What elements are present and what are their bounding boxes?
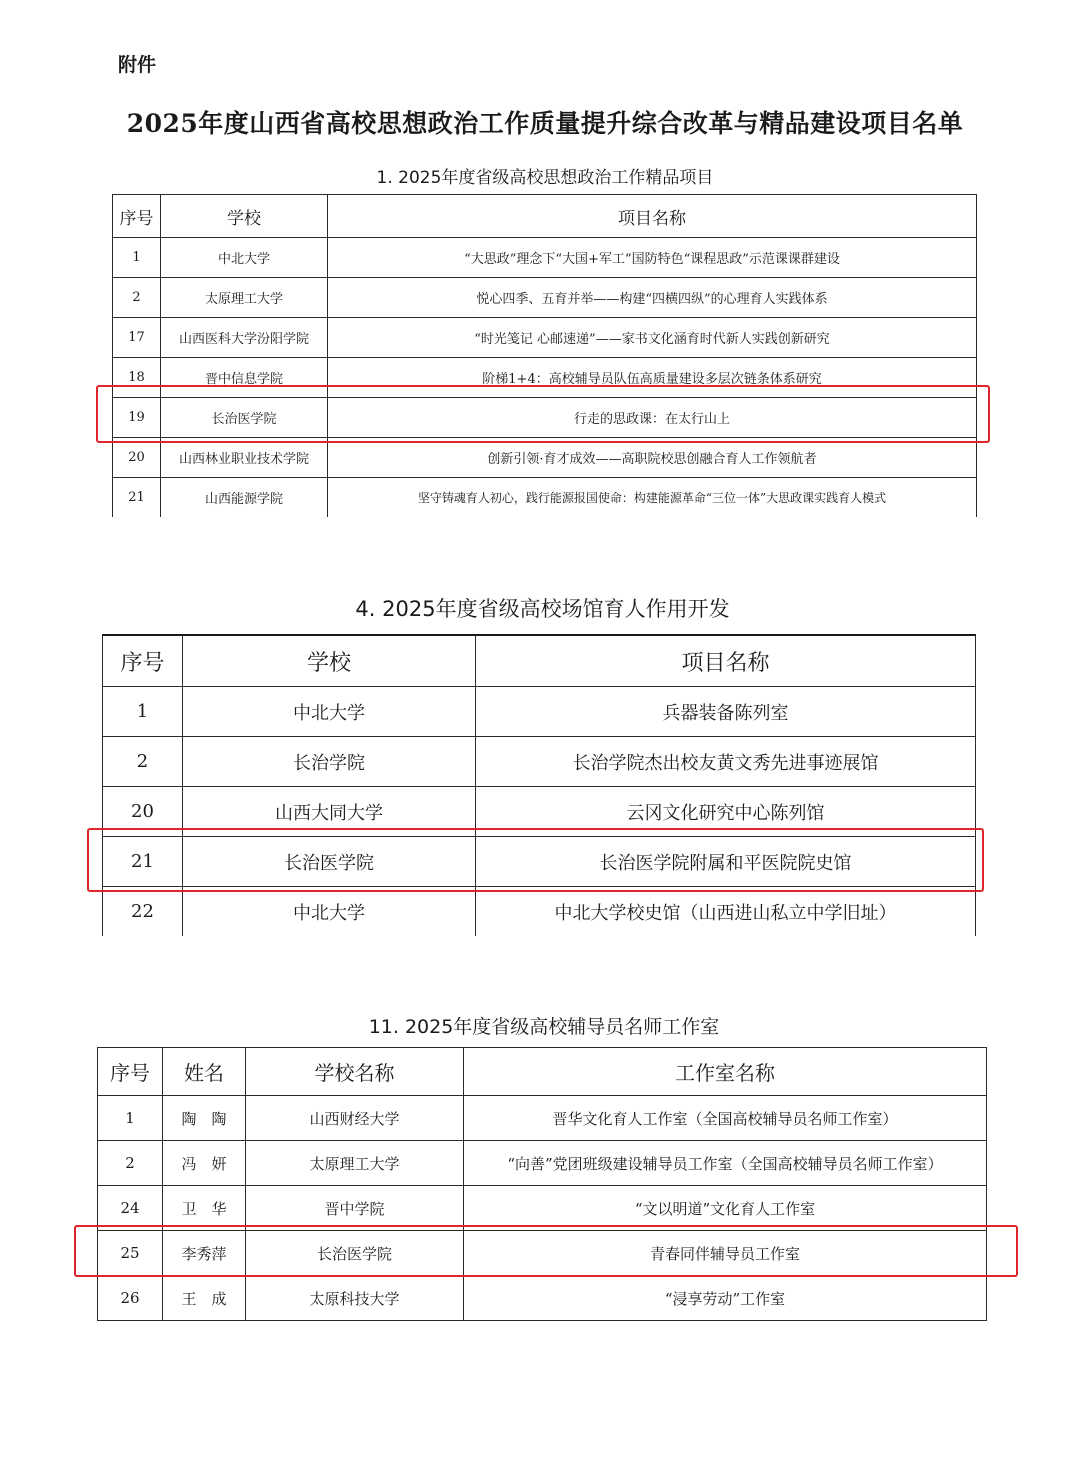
table-cell: 晋华文化育人工作室（全国高校辅导员名师工作室） (464, 1096, 987, 1141)
table-cell: 青春同伴辅导员工作室 (464, 1231, 987, 1276)
table-cell: “浸享劳动”工作室 (464, 1276, 987, 1321)
table-row (113, 318, 977, 358)
table-cell: 25 (98, 1231, 163, 1276)
table-cell: “文以明道”文化育人工作室 (464, 1186, 987, 1231)
section3-table (97, 1047, 987, 1321)
table-cell: 山西大同大学 (183, 787, 476, 837)
table-cell: 22 (103, 887, 183, 937)
table-cell: 长治医学院 (246, 1231, 464, 1276)
table-row (103, 737, 976, 787)
table-row (113, 478, 977, 518)
table-row (98, 1186, 987, 1231)
table-cell: 中北大学 (183, 687, 476, 737)
table-row (103, 687, 976, 737)
document-title: 2025年度山西省高校思想政治工作质量提升综合改革与精品建设项目名单 (126, 109, 964, 138)
table-cell: 冯 妍 (163, 1141, 246, 1186)
table-row-highlighted (103, 837, 976, 887)
table-cell: 行走的思政课：在太行山上 (328, 398, 977, 438)
table-cell: 李秀萍 (163, 1231, 246, 1276)
table-cell: 2 (103, 737, 183, 787)
header-name: 姓名 (163, 1048, 246, 1096)
table-cell: 17 (113, 318, 161, 358)
table-row (113, 278, 977, 318)
table-row (98, 1096, 987, 1141)
attachment-label: 附件 (118, 54, 157, 76)
table-cell: 21 (113, 478, 161, 518)
table-cell: 坚守铸魂育人初心，践行能源报国使命：构建能源革命“三位一体”大思政课实践育人模式 (328, 478, 977, 518)
table-cell: 26 (98, 1276, 163, 1321)
table-row (98, 1141, 987, 1186)
table-cell: 兵器装备陈列室 (476, 687, 976, 737)
table-cell: 中北大学 (183, 887, 476, 937)
table-cell: “大思政”理念下“大国+军工”国防特色“课程思政”示范课课群建设 (328, 238, 977, 278)
section2-table (102, 634, 976, 936)
header-index: 序号 (103, 635, 183, 687)
table-cell: 创新引领·育才成效——高职院校思创融合育人工作领航者 (328, 438, 977, 478)
table-cell: 2 (98, 1141, 163, 1186)
table-cell: 长治医学院附属和平医院院史馆 (476, 837, 976, 887)
table-cell: 太原科技大学 (246, 1276, 464, 1321)
table-row (113, 358, 977, 398)
table-cell: 悦心四季、五育并举——构建“四横四纵”的心理育人实践体系 (328, 278, 977, 318)
table-cell: 云冈文化研究中心陈列馆 (476, 787, 976, 837)
table-cell: “时光笺记 心邮速递”——家书文化涵育时代新人实践创新研究 (328, 318, 977, 358)
header-index: 序号 (113, 195, 161, 238)
table-cell: 18 (113, 358, 161, 398)
table-cell: 王 成 (163, 1276, 246, 1321)
header-project: 项目名称 (328, 195, 977, 238)
table-header-row (113, 195, 977, 238)
header-index: 序号 (98, 1048, 163, 1096)
table-cell: 21 (103, 837, 183, 887)
table-cell: 山西能源学院 (161, 478, 328, 518)
table-cell: 陶 陶 (163, 1096, 246, 1141)
table-row (113, 438, 977, 478)
table-cell: 20 (103, 787, 183, 837)
table-cell: 长治学院杰出校友黄文秀先进事迹展馆 (476, 737, 976, 787)
table-cell: 中北大学校史馆（山西进山私立中学旧址） (476, 887, 976, 937)
table-cell: 19 (113, 398, 161, 438)
table-cell: “向善”党团班级建设辅导员工作室（全国高校辅导员名师工作室） (464, 1141, 987, 1186)
table-cell: 1 (103, 687, 183, 737)
header-school-name: 学校名称 (246, 1048, 464, 1096)
table-cell: 2 (113, 278, 161, 318)
table-cell: 山西财经大学 (246, 1096, 464, 1141)
table-cell: 长治医学院 (183, 837, 476, 887)
table-row (103, 787, 976, 837)
table-row (103, 887, 976, 937)
section3-title: 11. 2025年度省级高校辅导员名师工作室 (368, 1016, 720, 1038)
table-cell: 山西医科大学汾阳学院 (161, 318, 328, 358)
table-cell: 1 (113, 238, 161, 278)
table-cell: 中北大学 (161, 238, 328, 278)
table-header-row (98, 1048, 987, 1096)
table-cell: 晋中信息学院 (161, 358, 328, 398)
section1-table (112, 194, 977, 517)
table-row (98, 1276, 987, 1321)
table-cell: 24 (98, 1186, 163, 1231)
table-cell: 阶梯1+4：高校辅导员队伍高质量建设多层次链条体系研究 (328, 358, 977, 398)
table-cell: 晋中学院 (246, 1186, 464, 1231)
header-studio-name: 工作室名称 (464, 1048, 987, 1096)
table-cell: 山西林业职业技术学院 (161, 438, 328, 478)
section2-title: 4. 2025年度省级高校场馆育人作用开发 (355, 597, 730, 621)
header-project: 项目名称 (476, 635, 976, 687)
header-school: 学校 (183, 635, 476, 687)
header-school: 学校 (161, 195, 328, 238)
section1-title: 1. 2025年度省级高校思想政治工作精品项目 (376, 168, 714, 188)
table-row-highlighted (113, 398, 977, 438)
table-cell: 卫 华 (163, 1186, 246, 1231)
table-cell: 长治学院 (183, 737, 476, 787)
table-cell: 长治医学院 (161, 398, 328, 438)
table-header-row (103, 635, 976, 687)
table-row (113, 238, 977, 278)
table-cell: 20 (113, 438, 161, 478)
table-cell: 太原理工大学 (246, 1141, 464, 1186)
table-row-highlighted (98, 1231, 987, 1276)
table-cell: 1 (98, 1096, 163, 1141)
table-cell: 太原理工大学 (161, 278, 328, 318)
